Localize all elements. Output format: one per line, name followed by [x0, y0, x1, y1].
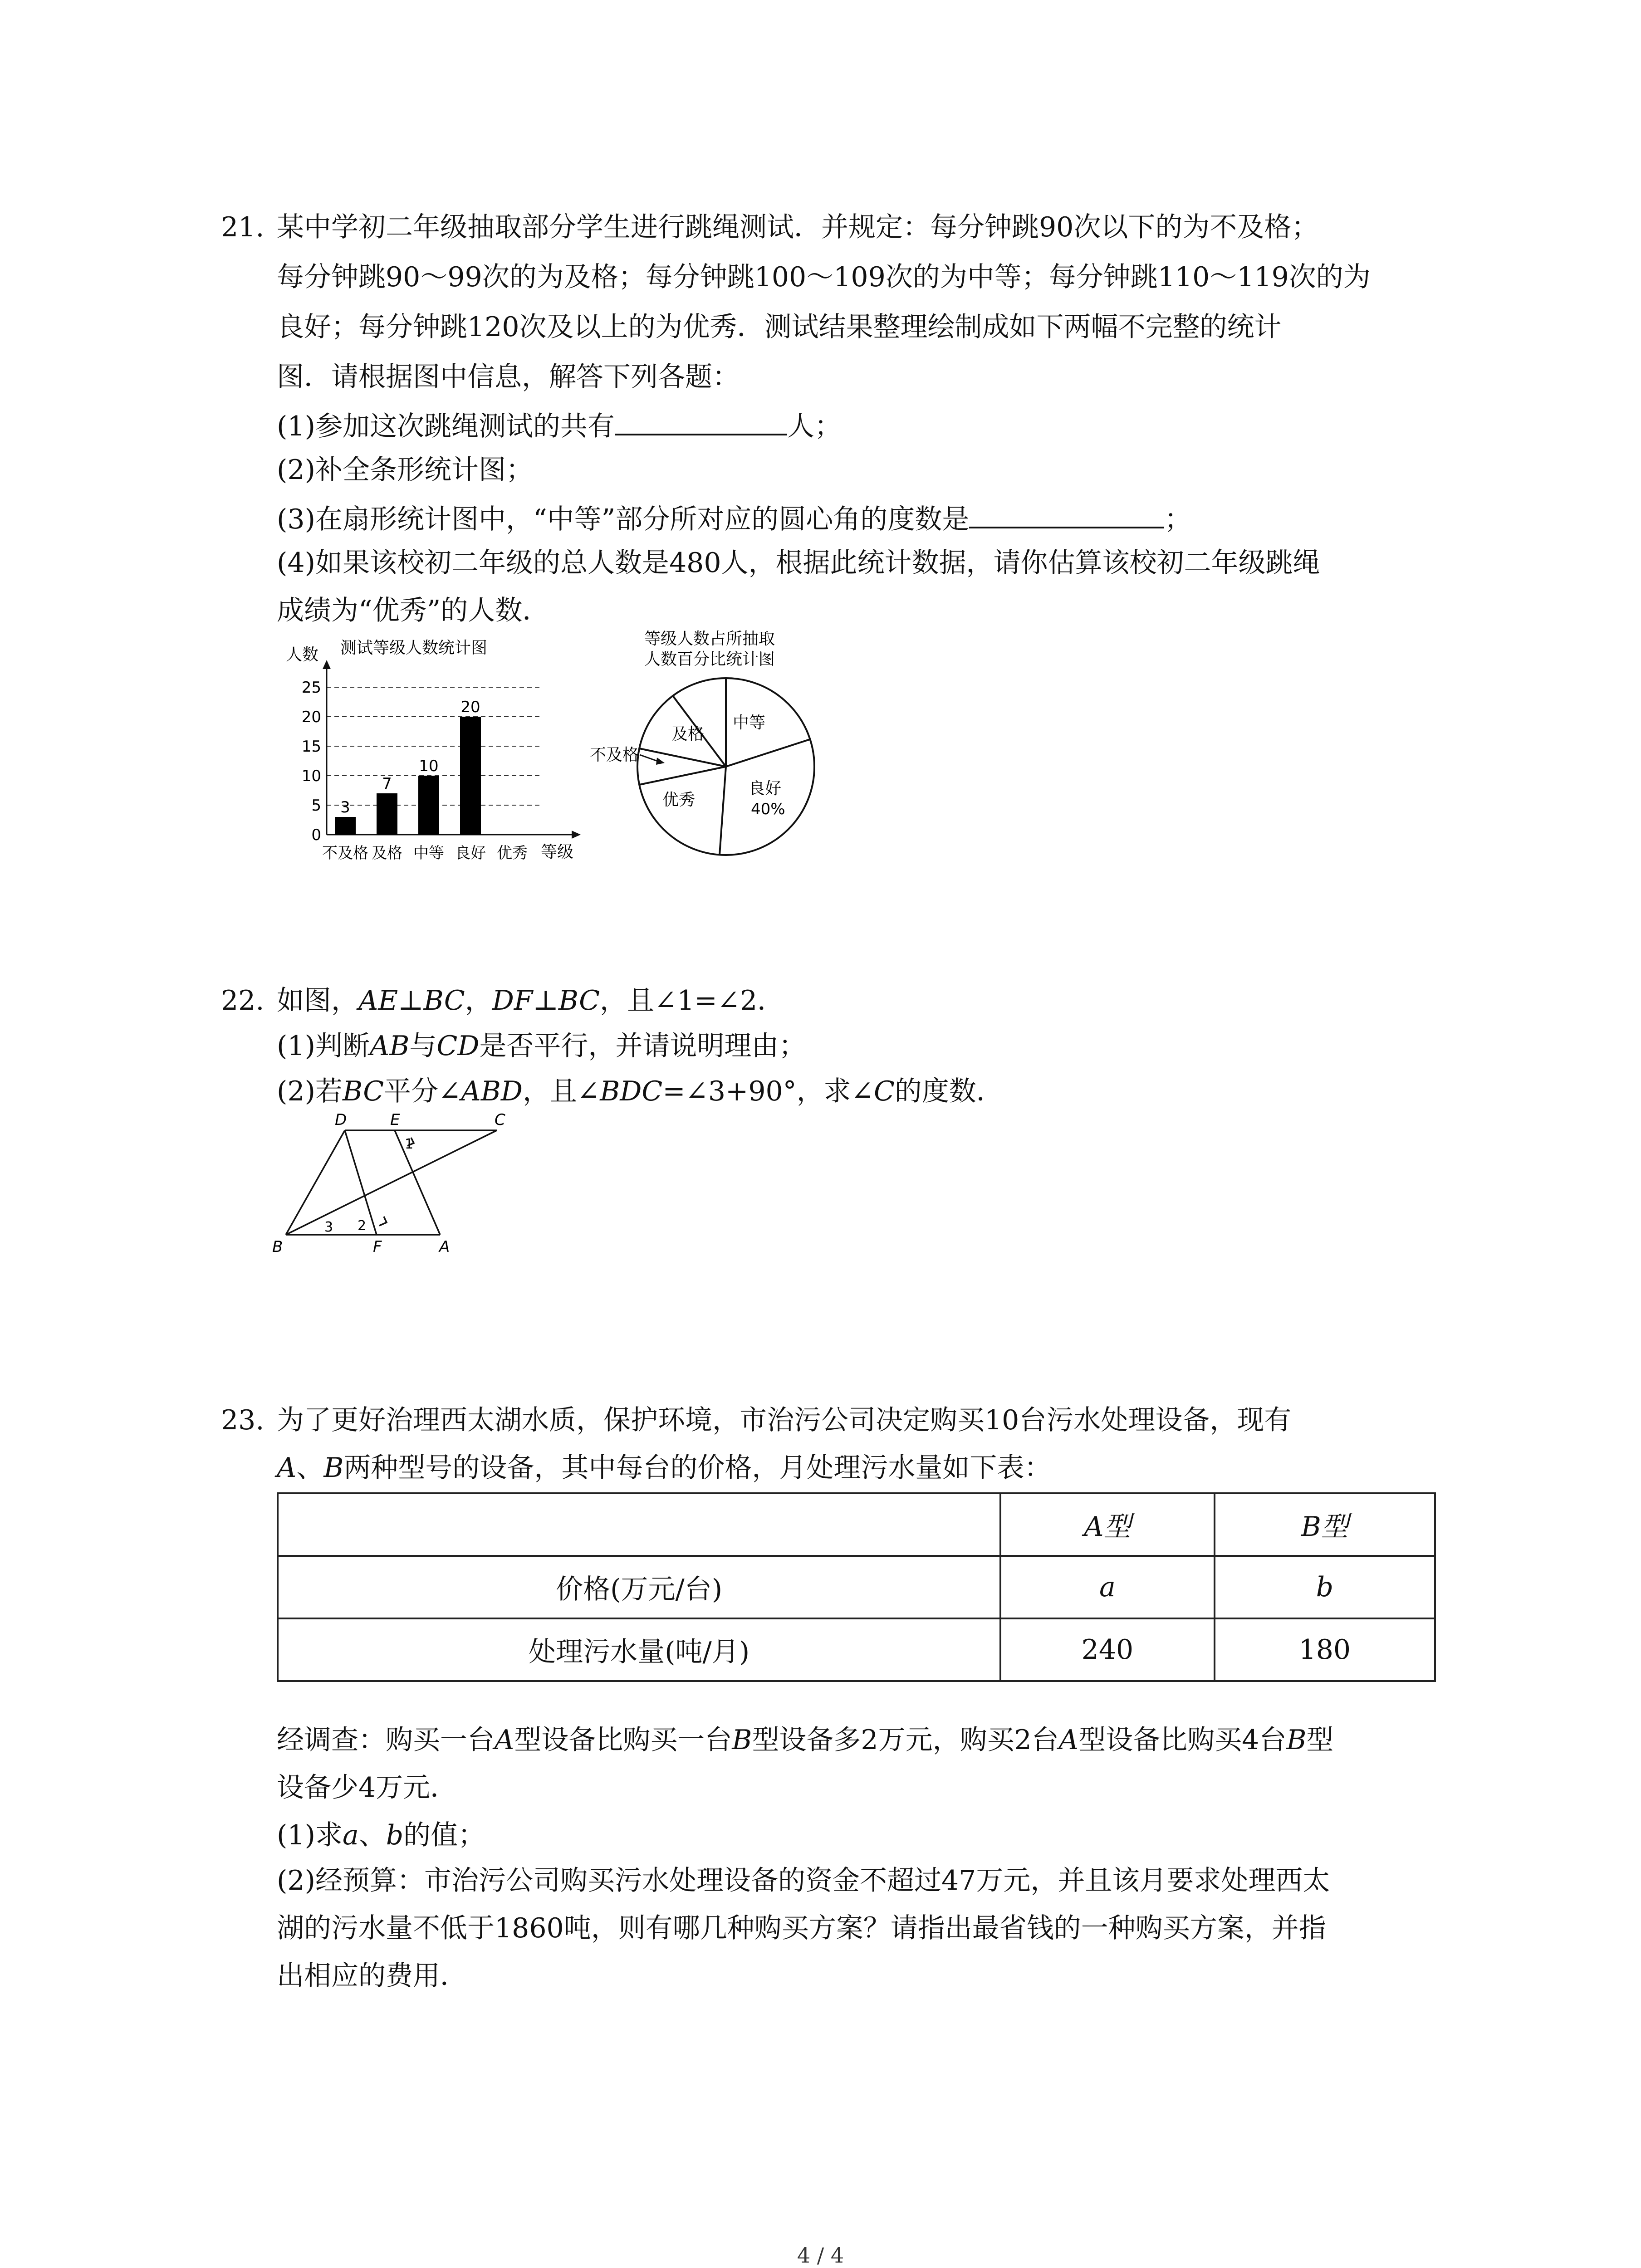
table-cell: 处理污水量(吨/月) — [278, 1618, 1000, 1681]
angle-c: C — [873, 1075, 895, 1107]
question-text-line — [277, 984, 784, 1017]
point-d: D — [335, 1111, 347, 1129]
text: 型设备比购买一台 — [514, 1724, 732, 1756]
bar — [335, 817, 356, 835]
y-tick-label: 10 — [301, 767, 321, 785]
question-number: 22. — [221, 985, 265, 1017]
segment-ae: AE — [358, 985, 398, 1017]
question-text-line: 某中学初二年级抽取部分学生进行跳绳测试．并规定：每分钟跳90次以下的为不及格； — [277, 211, 1319, 243]
question-text-line: 每分钟跳90～99次的为及格；每分钟跳100～109次的为中等；每分钟跳110～119次的为 — [277, 261, 1371, 293]
text: ， — [465, 985, 492, 1017]
angle-label-1: 1 — [405, 1136, 414, 1152]
point-b: B — [272, 1238, 283, 1256]
pie-pointer-arrow — [656, 758, 665, 765]
category-label: 中等 — [413, 844, 444, 862]
sub-question-2-continued: 湖的污水量不低于1860吨，则有哪几种购买方案？请指出最省钱的一种购买方案，并指 — [277, 1912, 1326, 1944]
type-a: A — [277, 1452, 297, 1484]
chart-ylabel: 人数 — [286, 645, 319, 664]
text: 型设备比购买4台 — [1078, 1724, 1287, 1756]
table-header-cell — [278, 1493, 1000, 1556]
text: 、 — [358, 1819, 386, 1851]
pie-title-line-2: 人数百分比统计图 — [644, 650, 775, 669]
text: 如图， — [277, 985, 358, 1017]
y-tick-label: 25 — [301, 679, 321, 697]
perp-symbol: ⊥ — [533, 985, 558, 1017]
sub-question-4: (4)如果该校初二年级的总人数是480人，根据此统计数据，请你估算该校初二年级跳绳 — [277, 547, 1320, 579]
pie-label-zhongdeng: 中等 — [733, 714, 766, 732]
y-tick-label: 20 — [301, 708, 321, 726]
type-a: A — [495, 1724, 514, 1756]
bar — [418, 776, 439, 835]
text: (1)求 — [277, 1819, 343, 1851]
pie-slice-border — [639, 748, 726, 767]
answer-blank[interactable] — [615, 408, 787, 435]
text: 的度数． — [894, 1075, 1004, 1107]
table-header-row — [278, 1493, 1435, 1556]
text: 与 — [409, 1030, 437, 1062]
question-text-line: 良好；每分钟跳120次及以上的为优秀．测试结果整理绘制成如下两幅不完整的统计 — [277, 311, 1282, 343]
point-f: F — [373, 1238, 382, 1256]
question-text-line: 图．请根据图中信息，解答下列各题： — [277, 361, 740, 393]
type-b: B — [1286, 1724, 1307, 1756]
text: 经调查：购买一台 — [277, 1724, 495, 1756]
sub-question-text: ； — [1164, 503, 1192, 535]
text: 两种型号的设备，其中每台的价格，月处理污水量如下表： — [343, 1452, 1052, 1484]
pie-label-bujige: 不及格 — [590, 746, 639, 764]
question-text-line — [277, 1452, 1051, 1484]
question-text-line: 为了更好治理西太湖水质，保护环境，市治污公司决定购买10台污水处理设备，现有 — [277, 1404, 1292, 1436]
angle-label-3: 3 — [324, 1219, 333, 1235]
bar-data-label: 20 — [460, 698, 480, 716]
segment-bc — [286, 1130, 497, 1235]
category-label: 良好 — [455, 844, 486, 862]
category-label: 及格 — [372, 844, 402, 862]
text: =∠3+90°，求∠ — [662, 1075, 874, 1107]
page-number: 4 / 4 — [797, 2243, 844, 2268]
point-a: A — [439, 1238, 450, 1256]
chart-xlabel: 等级 — [541, 843, 574, 861]
var-a: a — [343, 1819, 359, 1851]
sub-question-2 — [277, 1075, 1004, 1108]
category-label: 优秀 — [497, 844, 528, 862]
table-row — [278, 1556, 1435, 1618]
chart-title: 测试等级人数统计图 — [340, 639, 488, 657]
text: (1)判断 — [277, 1030, 370, 1062]
sub-question-2: (2)补全条形统计图； — [277, 454, 533, 486]
text: (2)若 — [277, 1075, 343, 1107]
pie-label-youxiu: 优秀 — [662, 791, 696, 809]
table-row — [278, 1618, 1435, 1681]
pie-label-lianghao: 良好 — [749, 779, 782, 798]
question-number: 23. — [221, 1404, 265, 1436]
segment-ea — [395, 1130, 440, 1235]
segment-bd — [286, 1130, 345, 1235]
pie-slice-border — [726, 739, 810, 767]
bar — [460, 717, 481, 835]
y-axis-arrow — [323, 660, 331, 669]
y-tick-label: 15 — [301, 738, 321, 756]
bar-chart — [272, 635, 590, 871]
text: 的值； — [403, 1819, 485, 1851]
segment-cd: CD — [436, 1030, 480, 1062]
bar-data-label: 3 — [340, 798, 350, 816]
angle-abd: ABD — [461, 1075, 523, 1107]
sub-question-text: (3)在扇形统计图中，“中等”部分所对应的圆心角的度数是 — [277, 503, 970, 535]
pie-value-lianghao: 40% — [751, 800, 785, 818]
equipment-table — [277, 1492, 1436, 1682]
paragraph-line: 设备少4万元． — [277, 1772, 458, 1804]
paragraph-line — [277, 1724, 1333, 1756]
table-cell: b — [1215, 1556, 1435, 1618]
text: 平分∠ — [384, 1075, 461, 1107]
sub-question-2-continued: 出相应的费用． — [277, 1960, 467, 1992]
segment-bc: BC — [558, 985, 600, 1017]
sub-question-text: 人； — [787, 411, 842, 442]
segment-bc: BC — [423, 985, 465, 1017]
var-b: b — [386, 1819, 404, 1851]
pie-slice-border — [639, 767, 726, 785]
bar-data-label: 10 — [419, 757, 439, 775]
pie-label-jige: 及格 — [671, 725, 705, 743]
angle-bdc: BDC — [600, 1075, 663, 1107]
point-c: C — [495, 1111, 505, 1129]
sub-question-text: (1)参加这次跳绳测试的共有 — [277, 411, 615, 442]
question-number: 21. — [221, 211, 265, 243]
type-b: B — [732, 1724, 752, 1756]
text: ，且∠1=∠2． — [600, 985, 785, 1017]
y-tick-label: 0 — [311, 826, 321, 844]
sub-question-4-continued: 成绩为“优秀”的人数． — [277, 595, 550, 626]
pie-title-line-1: 等级人数占所抽取 — [644, 630, 775, 648]
point-e: E — [390, 1111, 400, 1129]
segment-ab: AB — [370, 1030, 410, 1062]
table-cell: 240 — [1000, 1618, 1214, 1681]
category-label: 不及格 — [322, 844, 368, 862]
segment-bc: BC — [343, 1075, 384, 1107]
pie-slice-border — [720, 767, 726, 855]
table-header-cell: B型 — [1215, 1493, 1435, 1556]
sub-question-1 — [277, 408, 842, 443]
geometry-figure — [268, 1107, 522, 1266]
pie-chart — [576, 626, 830, 871]
y-tick-label: 5 — [311, 797, 321, 815]
text: ，且∠ — [522, 1075, 600, 1107]
type-a: A — [1058, 1724, 1079, 1756]
type-b: B — [323, 1452, 344, 1484]
answer-blank[interactable] — [969, 501, 1164, 528]
table-header-cell: A型 — [1000, 1493, 1214, 1556]
table-cell: 价格(万元/台) — [278, 1556, 1000, 1618]
sub-question-1 — [277, 1819, 485, 1852]
right-angle-mark — [379, 1217, 387, 1226]
text: 型设备多2万元，购买2台 — [752, 1724, 1059, 1756]
text: 、 — [296, 1452, 324, 1484]
table-cell: a — [1000, 1556, 1214, 1618]
text: 型 — [1306, 1724, 1334, 1756]
angle-label-2: 2 — [358, 1218, 367, 1234]
perp-symbol: ⊥ — [398, 985, 424, 1017]
bar-data-label: 7 — [382, 775, 392, 793]
sub-question-1 — [277, 1030, 806, 1062]
table-cell: 180 — [1215, 1618, 1435, 1681]
text: 是否平行，并请说明理由； — [479, 1030, 806, 1062]
segment-df: DF — [492, 985, 533, 1017]
sub-question-3 — [277, 501, 1191, 536]
sub-question-2: (2)经预算：市治污公司购买污水处理设备的资金不超过47万元，并且该月要求处理西太 — [277, 1865, 1330, 1897]
bar — [377, 793, 397, 835]
